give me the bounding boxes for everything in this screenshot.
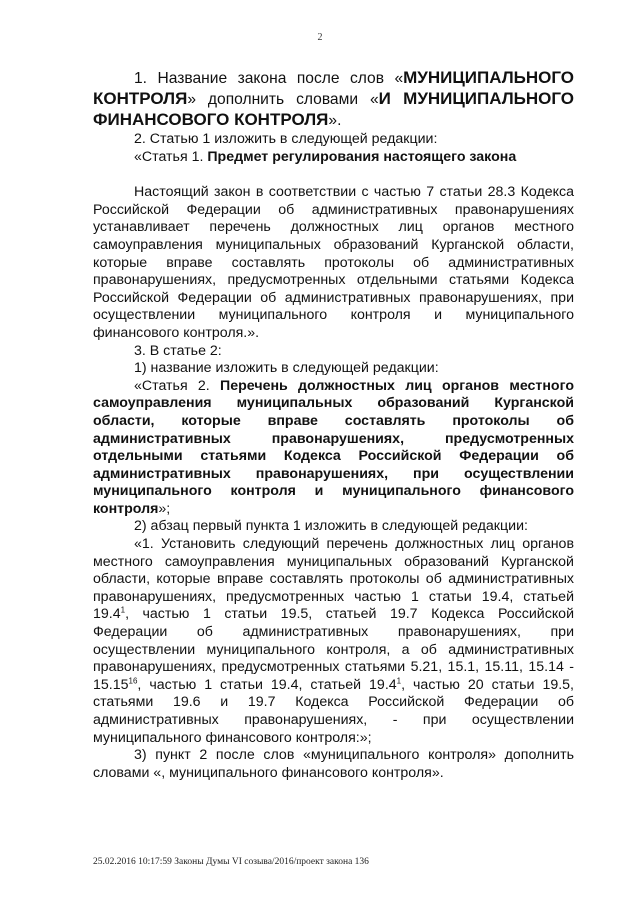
- paragraph-2: 2. Статью 1 изложить в следующей редакции:: [134, 131, 438, 147]
- article-2-heading: [93, 378, 574, 519]
- paragraph-1-text-a: Название закона после слов «: [147, 70, 404, 87]
- paragraph-1-text-b: » дополнить словами «: [187, 91, 379, 108]
- article-1-label: «Статья 1.: [134, 148, 208, 165]
- paragraph-3-item-3: 3) пункт 2 после слов «муниципального контроля» дополнить словами «, муниципального финансового контроля».: [93, 747, 574, 781]
- superscript-1: 1: [120, 605, 126, 615]
- point-1-text-d: , частью 20 статьи 19.5, статьями 19.6 и 19.7 Кодекса Российской Федерации об административных правонарушениях, - при осуществлении муниципального финансового контроля:»;: [93, 676, 574, 746]
- paragraph-1-bold-b: И МУНИЦИПАЛЬНОГО ФИНАНСОВОГО КОНТРОЛЯ: [93, 89, 575, 129]
- footer-stamp: 25.02.2016 10:17:59 Законы Думы VI созыва/2016/проект закона 136: [93, 857, 369, 867]
- paragraph-3-item-2: 2) абзац первый пункта 1 изложить в следующей редакции:: [134, 518, 528, 535]
- article-2-label: «Статья 2.: [134, 377, 221, 394]
- article-1-heading: [93, 149, 574, 167]
- paragraph-1-bold-a: МУНИЦИПАЛЬНОГО КОНТРОЛЯ: [93, 68, 574, 108]
- paragraph-3-item-1: 1) название изложить в следующей редакции:: [134, 360, 439, 377]
- article-2-title: Перечень должностных лиц органов местного самоуправления муниципальных образований Курганской области, которые вправе составлять протоколы об административных правонарушениях, предусмотренных отдельными статьями Кодекса Российской Федерации об административных правонарушениях, при осуществлении муниципального контроля и муниципального финансового контроля: [93, 377, 574, 517]
- article-2-closing: »;: [158, 500, 171, 517]
- spacer: [93, 166, 574, 184]
- paragraph-1-text-c: ».: [328, 112, 342, 129]
- page-number: 2: [317, 32, 323, 43]
- superscript-3: 1: [396, 676, 402, 686]
- point-1-text-b: , частью 1 статьи 19.5, статьей 19.7 Кодекса Российской Федерации об административных правонарушениях, при осуществлении муниципального контроля, а об административных правонарушениях, предусмотренных статьями 5.21, 15.1, 15.11, 15.14 - 15.15: [93, 606, 574, 693]
- paragraph-1-number: 1.: [134, 70, 148, 87]
- article-1-title: Предмет регулирования настоящего закона: [207, 148, 517, 165]
- point-1-text-c: , частью 1 статьи 19.4, статьей 19.4: [137, 676, 397, 693]
- superscript-2: 16: [128, 676, 138, 686]
- paragraph-3: 3. В статье 2:: [134, 342, 222, 359]
- point-1-text-a: «1. Установить следующий перечень должностных лиц органов местного самоуправления муниципальных образований Курганской области, которые вправе составлять протоколы об административных правонарушениях, предусмотренных частью 1 статьи 19.4, статьей 19.4: [93, 536, 574, 623]
- article-1-body: Настоящий закон в соответствии с частью 7 статьи 28.3 Кодекса Российской Федерации об административных правонарушениях устанавливает перечень должностных лиц органов местного самоуправления муниципальных образований Курганской области, которые вправе составлять протоколы об административных правонарушениях, предусмотренных отдельными статьями Кодекса Российской Федерации об административных правонарушениях, при осуществлении муниципального контроля и муниципального финансового контроля.».: [93, 184, 574, 341]
- document-body: [93, 68, 574, 782]
- paragraph-1: [93, 68, 574, 131]
- point-1-text: [93, 536, 574, 747]
